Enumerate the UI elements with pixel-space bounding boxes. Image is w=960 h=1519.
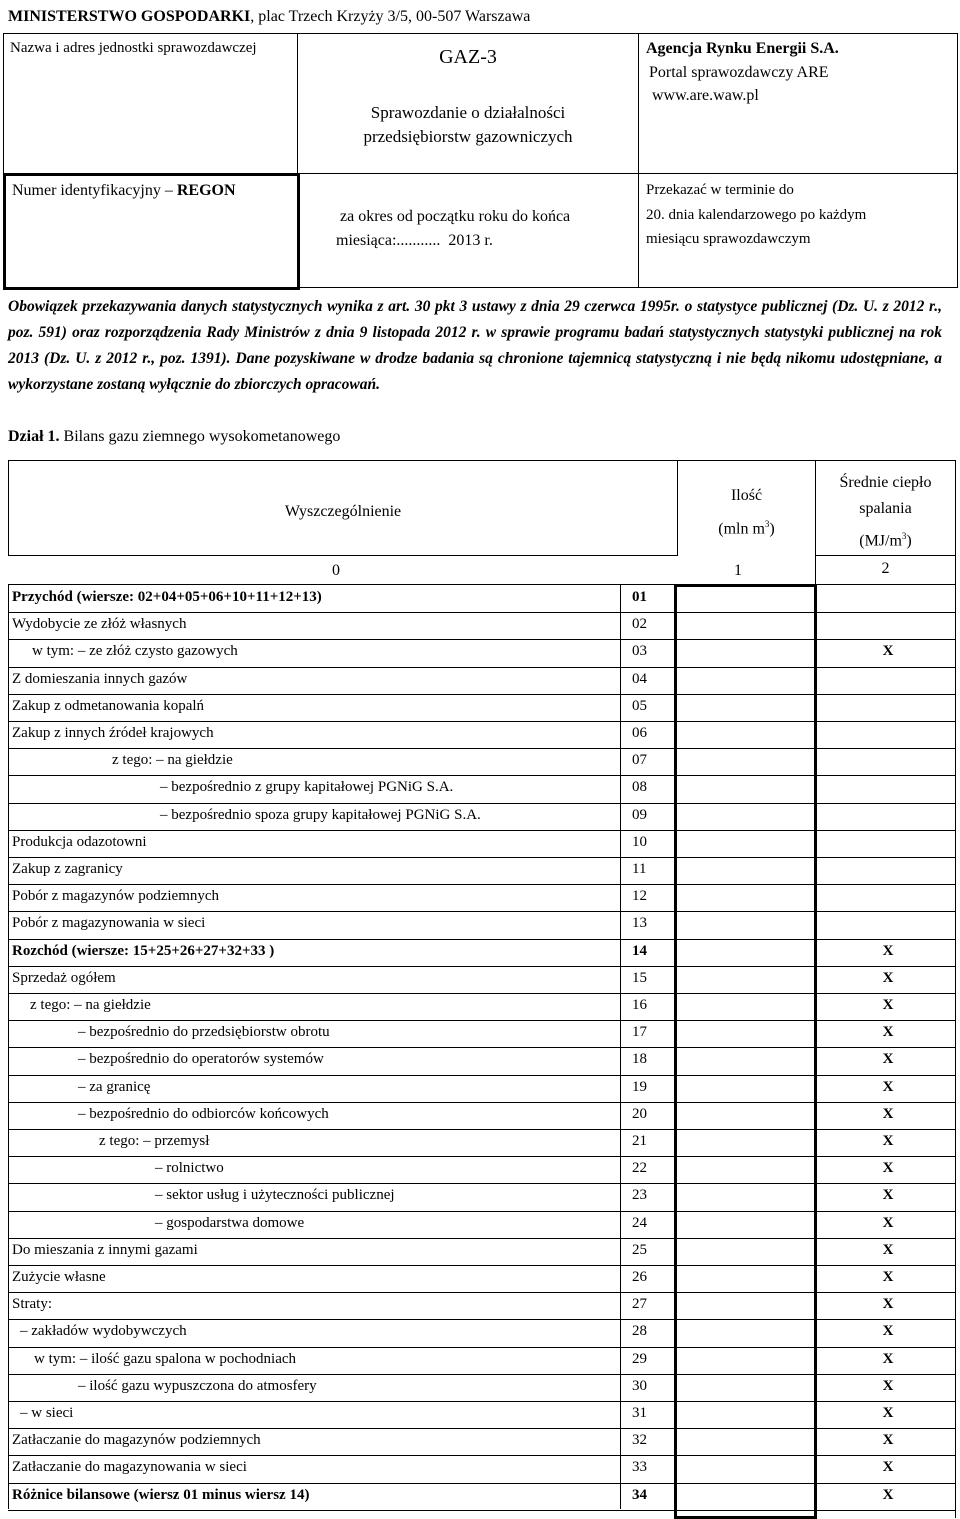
na-mark: X (882, 1432, 894, 1449)
row-label: Zakup z odmetanowania kopalń (12, 697, 205, 714)
na-mark: X (882, 1024, 894, 1041)
row-number: 02 (632, 616, 647, 633)
row-number: 33 (632, 1459, 647, 1476)
row-label: Pobór z magazynowania w sieci (12, 915, 206, 932)
row-number: 06 (632, 725, 647, 741)
row-number: 18 (632, 1051, 647, 1068)
row-number: 03 (632, 643, 647, 660)
period-line2: miesiąca:........... 2013 r. (336, 232, 493, 249)
header-right-border (957, 33, 958, 288)
ministry-name: MINISTERSTWO GOSPODARKI (8, 8, 251, 25)
row-label: Zakup z zagranicy (12, 861, 123, 877)
form-title-line1: Sprawozdanie o działalności (370, 103, 566, 122)
table-header-line-right (815, 555, 956, 556)
section-title (8, 428, 340, 446)
deadline-line3: miesiącu sprawozdawczym (646, 231, 811, 247)
row-number: 23 (632, 1187, 647, 1204)
row-number: 04 (632, 670, 647, 687)
table-left-border (8, 584, 9, 1509)
row-number: 09 (632, 806, 647, 823)
ministry-header (8, 8, 530, 26)
row-label: – ilość gazu wypuszczona do atmosfery (78, 1377, 317, 1394)
na-mark: X (882, 969, 894, 986)
row-label: – sektor usług i użyteczności publicznej (155, 1187, 395, 1204)
row-label: w tym: – ze złóż czysto gazowych (32, 643, 238, 660)
row-number: 30 (632, 1377, 647, 1394)
na-mark: X (882, 1350, 894, 1367)
na-mark: X (882, 1377, 894, 1394)
row-label: w tym: – ilość gazu spalona w pochodniach (34, 1350, 297, 1367)
col-heat-header-1: Średnie ciepło (839, 474, 932, 491)
col-heat-sup: 3 (901, 531, 907, 541)
deadline-line1: Przekazać w terminie do (646, 182, 794, 198)
col-qty-close: ) (769, 520, 775, 538)
row-number: 11 (632, 861, 647, 877)
na-mark: X (882, 643, 894, 660)
row-number: 26 (632, 1269, 647, 1285)
row-label: Do mieszania z innymi gazami (12, 1241, 198, 1258)
col-qty-header-2 (678, 519, 815, 538)
col-qty-sup: 3 (764, 519, 770, 529)
na-mark: X (882, 1051, 894, 1068)
portal-name: Portal sprawozdawczy ARE (649, 64, 829, 81)
row-number: 21 (632, 1133, 647, 1149)
row-label: Zatłaczanie do magazynowania w sieci (12, 1459, 247, 1476)
row-label: – bezpośrednio z grupy kapitałowej PGNiG S.A. (160, 779, 454, 796)
na-mark: X (882, 1405, 894, 1421)
row-label: Produkcja odazotowni (12, 833, 147, 850)
row-label: Wydobycie ze złóż własnych (12, 616, 187, 633)
portal-url[interactable]: www.are.waw.pl (652, 87, 759, 104)
row-number: 17 (632, 1024, 647, 1041)
form-title-line2: przedsiębiorstw gazowniczych (363, 127, 573, 146)
col-heat-unit: (MJ/m (859, 532, 902, 550)
row-label: – bezpośrednio do przedsiębiorstw obrotu (78, 1024, 330, 1041)
table-top-border (8, 460, 956, 461)
col-index-1: 1 (734, 562, 742, 579)
row-label: z tego: – przemysł (99, 1133, 210, 1149)
row-label: – rolnictwo (155, 1160, 224, 1177)
col-qty-unit: (mln m (718, 520, 765, 538)
regon-label (12, 182, 236, 200)
row-number: 19 (632, 1078, 647, 1095)
row-label: Zakup z innych źródeł krajowych (12, 725, 214, 741)
row-number: 14 (632, 942, 647, 959)
section-name: Bilans gazu ziemnego wysokometanowego (59, 428, 341, 445)
row-number: 31 (632, 1405, 647, 1421)
row-label: Rozchód (wiersze: 15+25+26+27+32+33 ) (12, 942, 275, 959)
period-line1: za okres od początku roku do końca (340, 208, 571, 225)
na-mark: X (882, 997, 894, 1013)
na-mark: X (882, 1214, 894, 1231)
na-mark: X (882, 1459, 894, 1476)
row-label: Straty: (12, 1296, 52, 1313)
row-label: – bezpośrednio do odbiorców końcowych (78, 1105, 329, 1122)
row-label: z tego: – na giełdzie (30, 997, 151, 1013)
col-qty-header-1: Ilość (730, 487, 763, 504)
legal-notice: Obowiązek przekazywania danych statystycznych wynika z art. 30 pkt 3 ustawy z dnia 29 czerwca 1995r. o statystyce publicznej (Dz. U. z 2012 r., poz. 591) oraz rozporządzenia Rady Ministrów z dnia 9 listopada 2012 r. w sprawie programu badań statystycznych statystyki publicznej na rok 2013 (Dz. U. z 2012 r., poz. 1391). Dane pozyskiwane w drodze badania są chronione tajemnicą statystyczną i nie będą nikomu udostępniane, a wykorzystane zostaną wyłącznie do zbiorczych opracowań. (8, 298, 942, 393)
row-label: – gospodarstwa domowe (155, 1214, 305, 1231)
na-mark: X (882, 1078, 894, 1095)
row-number: 13 (632, 915, 647, 932)
quantity-input-column[interactable] (674, 584, 817, 1519)
row-label: – za granicę (78, 1078, 151, 1095)
col-desc-header: Wyszczególnienie (284, 503, 402, 520)
row-number: 12 (632, 888, 647, 905)
row-number: 25 (632, 1241, 647, 1258)
row-number: 32 (632, 1432, 647, 1449)
row-label: – bezpośrednio spoza grupy kapitałowej PGNiG S.A. (160, 806, 481, 823)
row-number: 08 (632, 779, 647, 796)
header-top-border (3, 33, 958, 34)
na-mark: X (882, 1187, 894, 1204)
regon-label-bold: REGON (176, 182, 236, 199)
ministry-address: , plac Trzech Krzyży 3/5, 00-507 Warszawa (250, 8, 531, 25)
na-mark: X (882, 1160, 894, 1177)
row-label: z tego: – na giełdzie (112, 752, 233, 769)
na-mark: X (882, 1296, 894, 1313)
row-label: – zakładów wydobywczych (20, 1323, 187, 1340)
row-number: 34 (632, 1486, 647, 1503)
na-mark: X (882, 1323, 894, 1340)
row-label: – bezpośrednio do operatorów systemów (78, 1051, 324, 1068)
na-mark: X (882, 1241, 894, 1258)
row-number: 16 (632, 997, 647, 1013)
row-label: Pobór z magazynów podziemnych (12, 888, 220, 905)
col-index-2: 2 (881, 560, 890, 577)
agency-name: Agencja Rynku Energii S.A. (646, 40, 839, 57)
row-label: Sprzedaż ogółem (12, 969, 116, 986)
regon-label-text: Numer identyfikacyjny – (12, 182, 177, 199)
row-label: Zużycie własne (12, 1269, 106, 1285)
col-heat-header-3 (816, 531, 955, 550)
section-label: Dział 1. (8, 428, 60, 445)
na-mark: X (882, 942, 894, 959)
row-label: – w sieci (20, 1405, 74, 1421)
row-number-border (620, 584, 621, 1509)
row-label: Przychód (wiersze: 02+04+05+06+10+11+12+13) (12, 589, 322, 605)
col-index-0: 0 (332, 562, 340, 579)
row-label: Różnice bilansowe (wiersz 01 minus wiersz 14) (12, 1486, 310, 1503)
col-heat-header-2: spalania (859, 500, 912, 517)
deadline-line2: 20. dnia kalendarzowego po każdym (646, 207, 867, 223)
row-label: Zatłaczanie do magazynów podziemnych (12, 1432, 261, 1449)
row-number: 10 (632, 833, 647, 850)
row-number: 24 (632, 1214, 647, 1231)
na-mark: X (882, 1133, 894, 1149)
unit-label: Nazwa i adres jednostki sprawozdawczej (10, 40, 257, 56)
row-number: 29 (632, 1350, 647, 1367)
row-number: 27 (632, 1296, 647, 1313)
row-number: 28 (632, 1323, 647, 1340)
row-number: 05 (632, 697, 647, 714)
row-number: 01 (632, 589, 647, 605)
na-mark: X (882, 1105, 894, 1122)
row-number: 20 (632, 1105, 647, 1122)
na-mark: X (882, 1269, 894, 1285)
row-number: 22 (632, 1160, 647, 1177)
table-header-line-left (8, 555, 678, 556)
row-label: Z domieszania innych gazów (12, 670, 188, 687)
row-number: 07 (632, 752, 647, 769)
na-mark: X (882, 1486, 894, 1503)
form-code: GAZ-3 (439, 46, 497, 68)
header-divider-2 (638, 33, 639, 288)
row-number: 15 (632, 969, 647, 986)
col-heat-close: ) (906, 532, 912, 550)
